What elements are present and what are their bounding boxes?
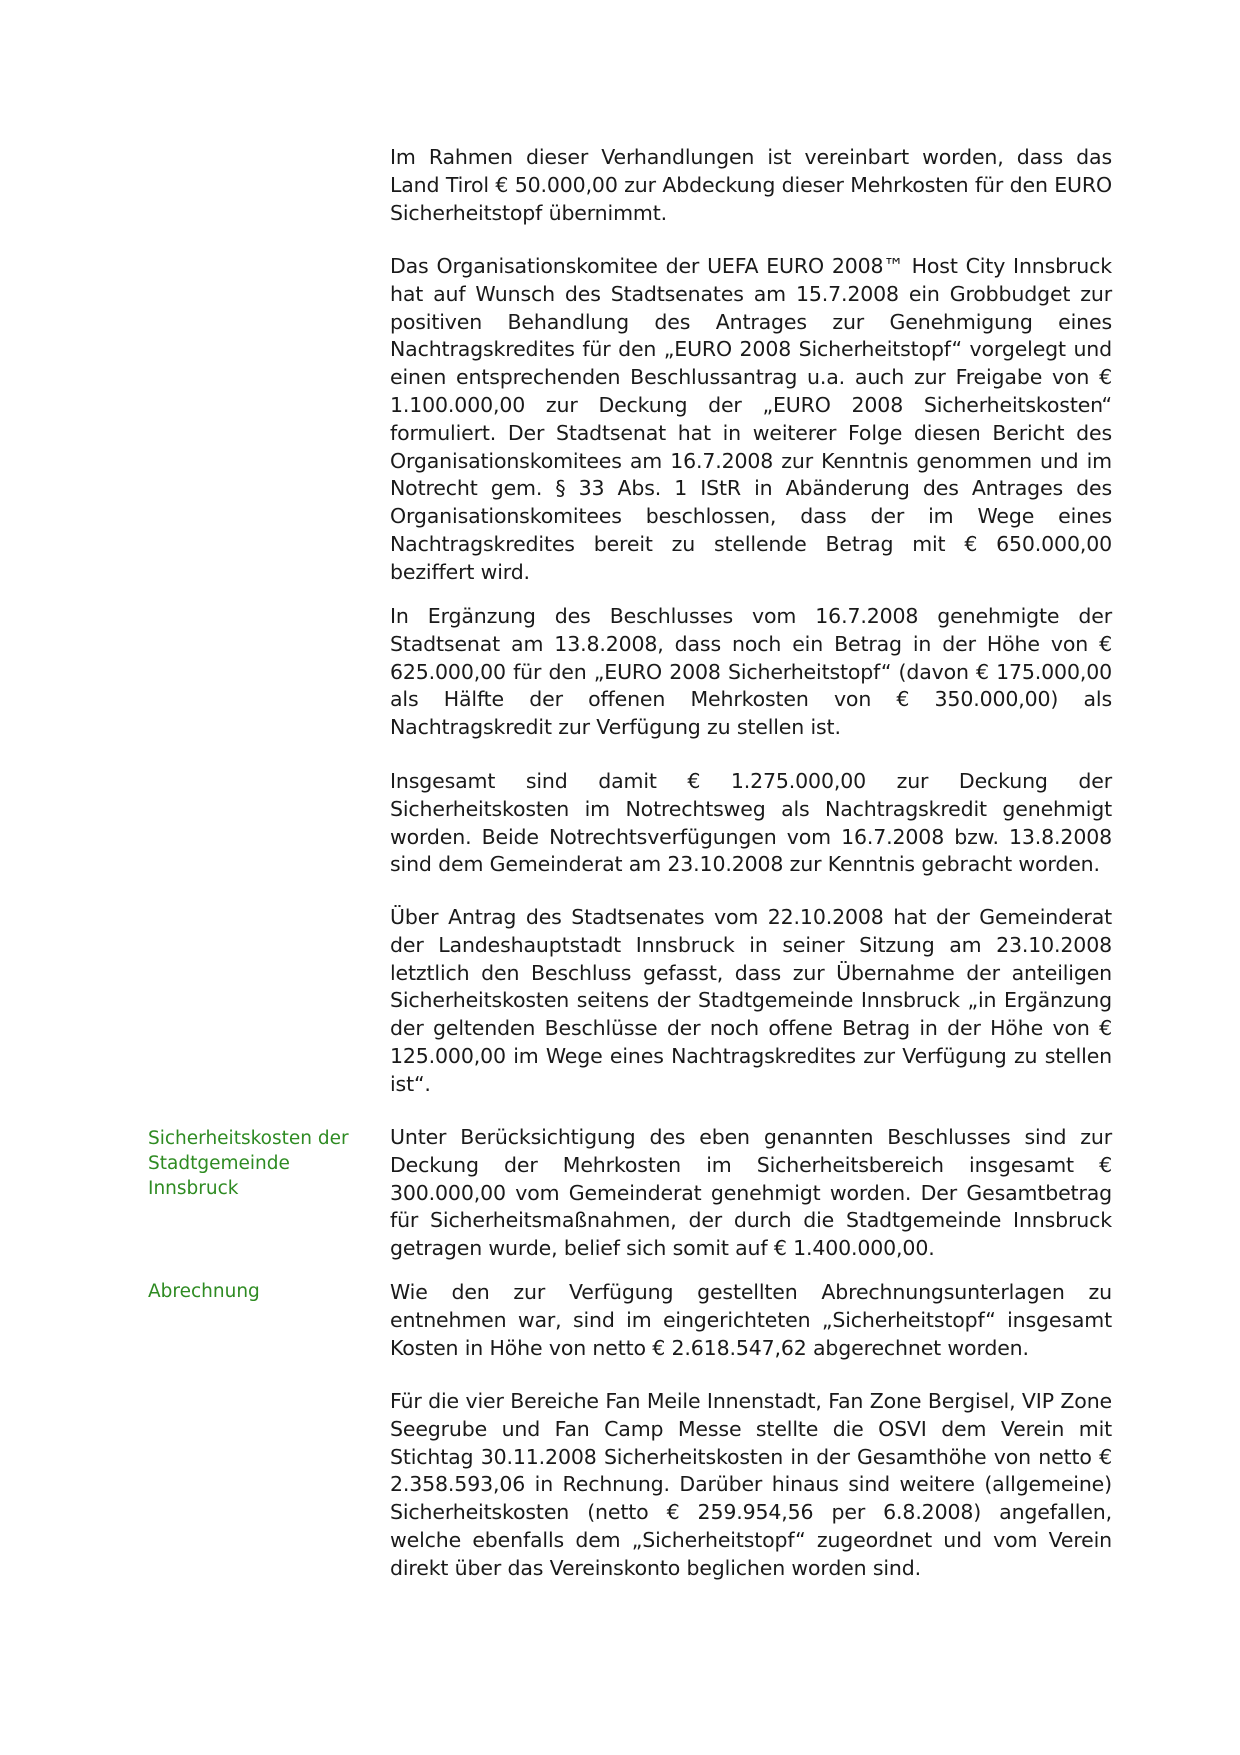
paragraph-land-tirol-contribution: Im Rahmen dieser Verhandlungen ist vereinbart worden, dass das Land Tirol € 50.000,00 zur Abdeckung dieser Mehrkosten für den EURO Sicherheitstopf übernimmt.: [390, 145, 1112, 225]
paragraph-osvi-invoice: Für die vier Bereiche Fan Meile Innenstadt, Fan Zone Bergisel, VIP Zone Seegrube und Fan Camp Messe stellte die OSVI dem Verein mit Stichtag 30.11.2008 Sicherheitskosten in der Gesamthöhe von netto € 2.358.593,06 in Rechnung. Darüber hinaus sind weitere (allgemeine) Sicherheitskosten (netto € 259.954,56 per 6.8.2008) angefallen, welche ebenfalls dem „Sicherheitstopf“ zugeordnet und vom Verein direkt über das Vereinskonto beglichen worden sind.: [390, 1389, 1112, 1580]
paragraph-abrechnung-costs: Wie den zur Verfügung gestellten Abrechnungsunterlagen zu entnehmen war, sind im eingerichteten „Sicherheitstopf“ insgesamt Kosten in Höhe von netto € 2.618.547,62 abgerechnet worden.: [390, 1280, 1112, 1360]
side-heading-sicherheitskosten: Sicherheitskosten der Stadtgemeinde Innsbruck: [148, 1128, 349, 1199]
paragraph-gemeinderat-decision: Über Antrag des Stadtsenates vom 22.10.2008 hat der Gemeinderat der Landeshauptstadt Innsbruck in seiner Sitzung am 23.10.2008 letztlich den Beschluss gefasst, dass zur Übernahme der anteiligen Sicherheitskosten seitens der Stadtgemeinde Innsbruck „in Ergänzung der geltenden Beschlüsse der noch offene Betrag in der Höhe von € 125.000,00 im Wege eines Nachtragskredites zur Verfügung zu stellen ist“.: [390, 905, 1112, 1096]
paragraph-total-security-costs: Unter Berücksichtigung des eben genannten Beschlusses sind zur Deckung der Mehrkosten im Sicherheitsbereich insgesamt € 300.000,00 vom Gemeinderat genehmigt worden. Der Gesamtbetrag für Sicherheitsmaßnahmen, der durch die Stadtgemeinde Innsbruck getragen wurde, belief sich somit auf € 1.400.000,00.: [390, 1125, 1112, 1261]
paragraph-total-emergency-credit: Insgesamt sind damit € 1.275.000,00 zur Deckung der Sicherheitskosten im Notrechtsweg als Nachtragskredit genehmigt worden. Beide Notrechtsverfügungen vom 16.7.2008 bzw. 13.8.2008 sind dem Gemeinderat am 23.10.2008 zur Kenntnis gebracht worden.: [390, 769, 1112, 877]
paragraph-organisationskomitee-budget: Das Organisationskomitee der UEFA EURO 2008™ Host City Innsbruck hat auf Wunsch des Stadtsenates am 15.7.2008 ein Grobbudget zur positiven Behandlung des Antrages zur Genehmigung eines Nachtragskredites für den „EURO 2008 Sicherheitstopf“ vorgelegt und einen entsprechenden Beschlussantrag u.a. auch zur Freigabe von € 1.100.000,00 zur Deckung der „EURO 2008 Sicherheitskosten“ formuliert. Der Stadtsenat hat in weiterer Folge diesen Bericht des Organisationskomitees am 16.7.2008 zur Kenntnis genommen und im Notrecht gem. § 33 Abs. 1 IStR in Abänderung des Antrages des Organisationskomitees beschlossen, dass der im Wege eines Nachtragskredites bereit zu stellende Betrag mit € 650.000,00 beziffert wird.: [390, 254, 1112, 584]
paragraph-stadtsenat-supplement: In Ergänzung des Beschlusses vom 16.7.2008 genehmigte der Stadtsenat am 13.8.2008, dass noch ein Betrag in der Höhe von € 625.000,00 für den „EURO 2008 Sicherheitstopf“ (davon € 175.000,00 als Hälfte der offenen Mehrkosten von € 350.000,00) als Nachtragskredit zur Verfügung zu stellen ist.: [390, 604, 1112, 740]
side-heading-abrechnung: Abrechnung: [148, 1281, 260, 1302]
